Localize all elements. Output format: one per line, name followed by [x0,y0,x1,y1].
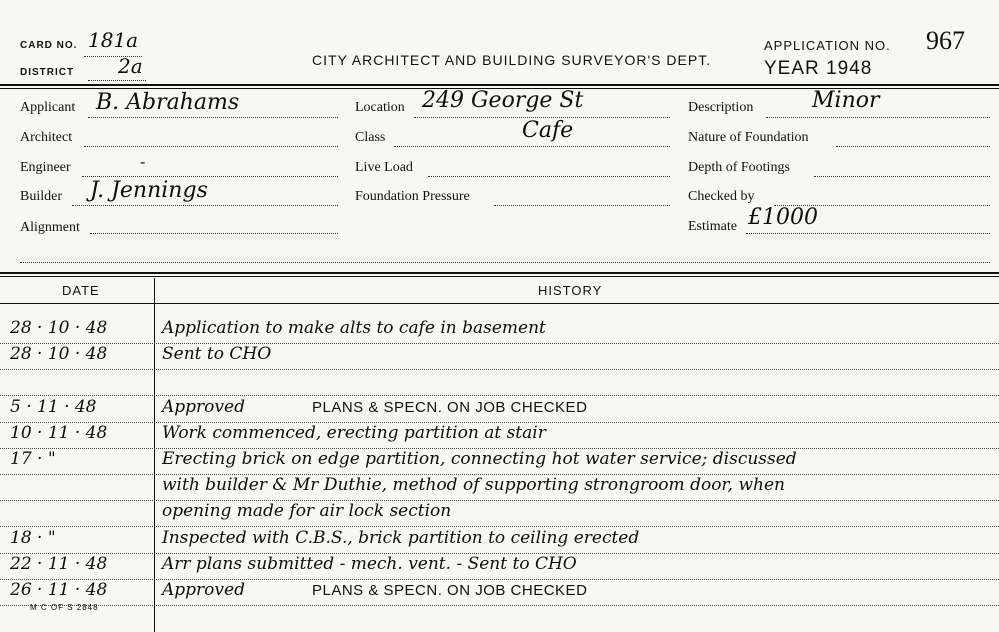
history-date: 17 · " [10,449,56,469]
history-row [0,423,999,449]
applicant-label: Applicant [20,100,76,115]
history-row [0,528,999,554]
history-date: 28 · 10 · 48 [10,318,108,338]
fields-bottom-line [20,262,990,263]
applicant-value: B. Abrahams [96,90,240,115]
history-entry: Application to make alts to cafe in basement [162,318,546,338]
class-value: Cafe [522,118,574,143]
location-value: 249 George St [422,88,584,113]
history-date: 5 · 11 · 48 [10,396,97,417]
engineer-line [82,176,338,177]
live-load-line [428,176,670,177]
header-rule-1 [0,84,999,86]
engineer-label: Engineer [20,160,71,175]
history-entry: Work commenced, erecting partition at stair [162,422,546,443]
history-entry: Inspected with C.B.S., brick partition to ceiling erected [162,527,640,548]
description-label: Description [688,100,754,115]
live-load-label: Live Load [355,160,413,175]
district-label: DISTRICT [20,67,75,78]
engineer-value: - [140,152,146,171]
architect-line [84,146,338,147]
history-top-rule-2 [0,276,999,277]
history-entry: Arr plans submitted - mech. vent. - Sent to CHO [162,553,577,574]
history-row [0,318,999,344]
depth-of-footings-label: Depth of Footings [688,160,790,175]
foundation-pressure-label: Foundation Pressure [355,189,470,204]
history-entry: opening made for air lock section [162,501,452,522]
history-entry: with builder & Mr Duthie, method of supporting strongroom door, when [162,475,785,496]
history-top-rule [0,272,999,274]
history-row [0,554,999,580]
application-no-label: APPLICATION NO. [764,38,891,53]
card-no-label: CARD NO. [20,40,78,51]
history-row [0,580,999,606]
history-row [0,370,999,396]
description-line [766,117,990,118]
checked-by-label: Checked by [688,189,755,204]
depth-of-footings-line [814,176,990,177]
estimate-line [746,233,990,234]
form-code: M C OF S 2848 [30,603,99,612]
class-line [394,146,670,147]
history-date: 10 · 11 · 48 [10,422,108,443]
history-date: 22 · 11 · 48 [10,553,108,574]
alignment-label: Alignment [20,220,80,235]
district-value: 2a [118,54,143,78]
approval-stamp: PLANS & SPECN. ON JOB CHECKED [312,398,588,416]
location-label: Location [355,100,405,115]
history-date: 28 · 10 · 48 [10,344,108,365]
department-title: CITY ARCHITECT AND BUILDING SURVEYOR'S DEPT. [312,52,712,68]
nature-of-foundation-line [836,146,990,147]
applicant-line [88,117,338,118]
nature-of-foundation-label: Nature of Foundation [688,130,809,145]
alignment-line [90,233,338,234]
history-row-line [0,605,999,606]
history-row [0,449,999,475]
year: YEAR 1948 [764,58,873,79]
description-value: Minor [812,88,880,113]
builder-label: Builder [20,189,62,204]
approval-stamp: PLANS & SPECN. ON JOB CHECKED [312,582,588,599]
architect-label: Architect [20,130,73,145]
date-header: DATE [62,283,100,298]
history-header-rule [0,303,999,304]
history-entry: Erecting brick on edge partition, connecting hot water service; discussed [162,449,797,469]
history-header: HISTORY [538,283,603,298]
history-date: 18 · " [10,527,56,548]
card-no-value: 181a [88,28,139,52]
class-label: Class [355,130,386,145]
estimate-value: £1000 [748,205,818,230]
history-row [0,475,999,501]
application-no-value: 967 [926,26,965,55]
history-row [0,501,999,527]
history-date: 26 · 11 · 48 [10,580,108,600]
history-entry: Sent to CHO [162,344,272,365]
history-entry: Approved [162,396,245,417]
builder-value: J. Jennings [90,178,208,203]
history-row [0,344,999,370]
history-entry: Approved [162,580,245,600]
foundation-pressure-line [494,205,670,206]
builder-line [72,205,338,206]
estimate-label: Estimate [688,219,737,234]
district-line [88,80,146,81]
history-row [0,397,999,423]
